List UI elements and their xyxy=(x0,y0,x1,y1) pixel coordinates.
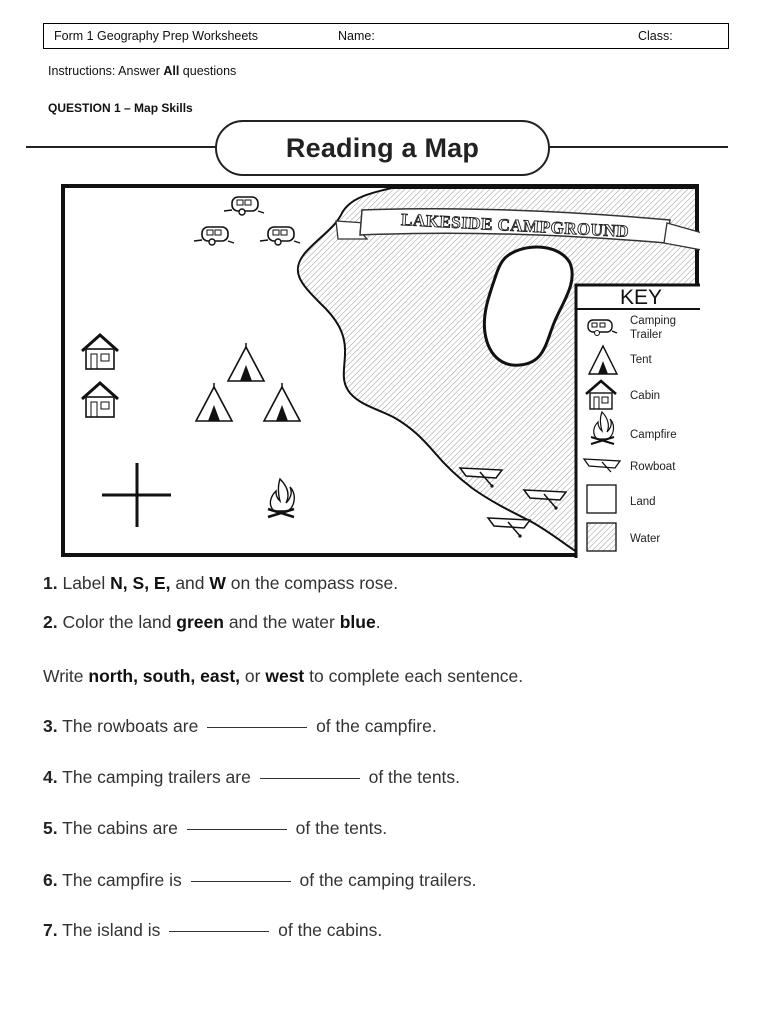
name-label: Name: xyxy=(338,29,375,43)
question-text: of the camping trailers. xyxy=(294,870,477,890)
key-water-swatch xyxy=(587,523,616,551)
key-label-rowboat: Rowboat xyxy=(630,461,676,473)
instructions xyxy=(48,64,236,78)
answer-blank[interactable] xyxy=(260,777,360,779)
worksheet-course-title: Form 1 Geography Prep Worksheets xyxy=(54,29,259,43)
campground-map xyxy=(60,183,700,558)
answer-blank[interactable] xyxy=(207,726,307,728)
question-number: 5. xyxy=(43,818,58,838)
instructions-prefix: Instructions: Answer xyxy=(48,64,164,78)
key-label-campfire: Campfire xyxy=(630,429,677,441)
question-number: 7. xyxy=(43,920,58,940)
answer-blank[interactable] xyxy=(191,880,291,882)
title-rule-left xyxy=(26,146,218,148)
question-text: The campfire is xyxy=(57,870,187,890)
key-label-trailer: Trailer xyxy=(630,329,663,341)
question-text: The cabins are xyxy=(57,818,183,838)
title-rule-right xyxy=(548,146,728,148)
question-3 xyxy=(43,716,437,737)
worksheet-title: Reading a Map xyxy=(285,132,480,163)
key-label-camping: Camping xyxy=(630,315,677,327)
instructions-suffix: questions xyxy=(179,64,237,78)
question-text: . xyxy=(375,612,381,632)
question-text: of the tents. xyxy=(290,818,388,838)
worksheet-title-banner xyxy=(215,120,550,176)
question-text: on the compass rose. xyxy=(225,573,399,593)
directions-emphasis: west xyxy=(265,666,305,686)
question-number: 6. xyxy=(43,870,58,890)
answer-blank[interactable] xyxy=(169,930,269,932)
question-emphasis: N, S, E, xyxy=(110,573,171,593)
question-number: 3. xyxy=(43,716,58,736)
key-title: KEY xyxy=(620,286,663,309)
write-directions xyxy=(43,666,523,687)
question-text: and the water xyxy=(223,612,340,632)
question-text: The camping trailers are xyxy=(57,767,256,787)
directions-text: to complete each sentence. xyxy=(304,666,524,686)
map-key xyxy=(576,285,700,558)
question-7 xyxy=(43,920,382,941)
key-label-water: Water xyxy=(630,533,661,545)
answer-blank[interactable] xyxy=(187,828,287,830)
question-emphasis: green xyxy=(176,612,224,632)
question-text: of the campfire. xyxy=(311,716,437,736)
key-label-cabin: Cabin xyxy=(630,390,661,402)
question-text: Color the land xyxy=(57,612,177,632)
directions-text: or xyxy=(240,666,266,686)
question-text: of the tents. xyxy=(363,767,461,787)
directions-text: Write xyxy=(43,666,89,686)
question-emphasis: W xyxy=(209,573,226,593)
question-1 xyxy=(43,573,398,594)
directions-emphasis: north, south, east, xyxy=(88,666,241,686)
question-emphasis: blue xyxy=(339,612,376,632)
question-text: The island is xyxy=(57,920,166,940)
question-text: and xyxy=(170,573,210,593)
question-number: 2. xyxy=(43,612,58,632)
question-text: The rowboats are xyxy=(57,716,204,736)
question-4 xyxy=(43,767,460,788)
banner-text: LAKESIDE CAMPGROUND xyxy=(400,210,630,241)
question-number: 1. xyxy=(43,573,58,593)
key-label-tent: Tent xyxy=(630,354,652,366)
instructions-emphasis: All xyxy=(163,64,180,78)
key-label-land: Land xyxy=(630,496,656,508)
key-land-swatch xyxy=(587,485,616,513)
question-text: of the cabins. xyxy=(273,920,383,940)
question-text: Label xyxy=(57,573,111,593)
question-heading: QUESTION 1 – Map Skills xyxy=(48,101,193,115)
question-6 xyxy=(43,870,477,891)
question-2 xyxy=(43,612,381,633)
question-5 xyxy=(43,818,387,839)
question-number: 4. xyxy=(43,767,58,787)
worksheet-header xyxy=(43,23,729,49)
class-label: Class: xyxy=(638,29,673,43)
